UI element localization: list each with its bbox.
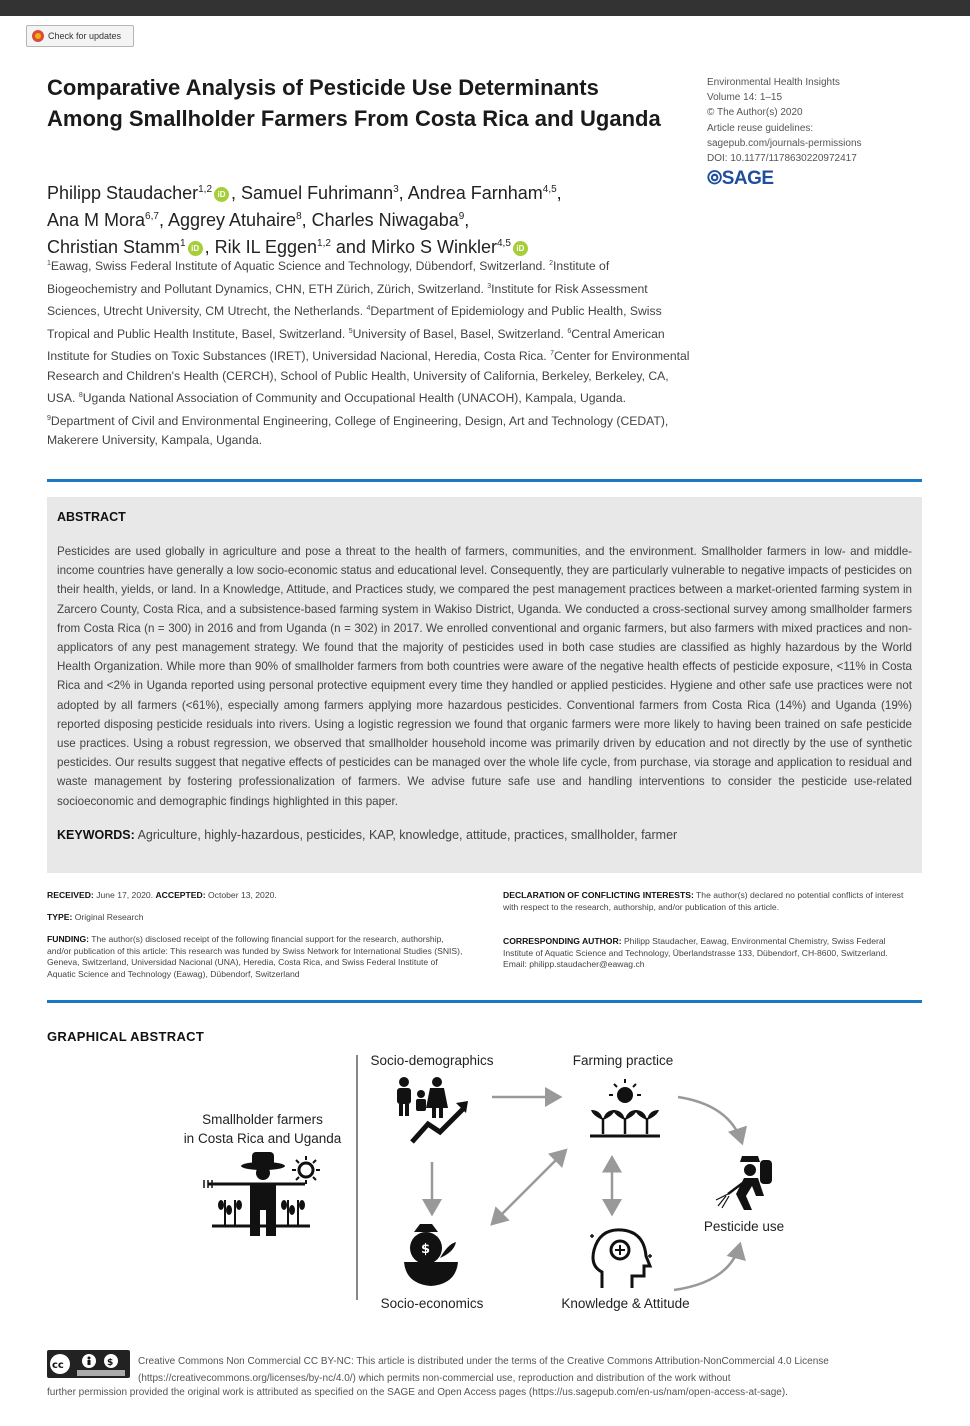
received-date: June 17, 2020. [96,890,154,900]
arrow-economics-practice [492,1152,564,1224]
farmers-label-line2: in Costa Rica and Uganda [183,1131,342,1146]
keywords-text: Agriculture, highly-hazardous, pesticides, KAP, knowledge, attitude, practices, smallholder, farmer [137,827,678,842]
svg-text:$: $ [107,1358,114,1368]
affiliation-marker: 1 [47,260,51,267]
author-affiliation-marker: 4,5 [496,238,511,249]
author-name[interactable]: Philipp Staudacher [47,183,199,203]
socio-economics-label: Socio-economics [380,1296,484,1311]
affiliation-text: Department of Civil and Environmental Engineering, College of Engineering, Design, Art and Technology (CEDAT), Makerere University, Kampala, Uganda. [47,413,669,448]
author-separator: , [464,210,470,230]
accepted-label: ACCEPTED: [155,890,206,900]
funding-label: FUNDING: [47,934,90,944]
author-affiliation-marker: 9 [458,211,465,222]
reuse-url-link[interactable]: sagepub.com/journals-permissions [707,137,862,149]
orcid-icon[interactable]: iD [214,187,229,202]
corresponding-text: Philipp Staudacher, Eawag, Environmental Chemistry, Swiss Federal Institute of Aquatic Science and Technology, Überlandstrasse 133, Dübendorf, CH-8600, Switzerland. Email: philipp.staudacher@eawag.ch [503,936,888,969]
pesticide-use-label: Pesticide use [703,1219,785,1234]
affiliation-text: Central American Institute for Studies on Toxic Substances (IRET), Universidad Nacional, Heredia, Costa Rica. [47,326,665,364]
abstract-heading: ABSTRACT [57,510,126,524]
reuse-guidelines: Article reuse guidelines: [707,122,814,134]
affiliation-marker: 2 [549,260,553,267]
author-name[interactable]: Aggrey Atuhaire [167,210,297,230]
author-separator: , [204,237,215,257]
corresponding-label: CORRESPONDING AUTHOR: [503,936,622,946]
author-affiliation-marker: 6,7 [145,211,159,222]
sage-logo-text: SAGE [721,168,774,189]
arrow-practice-to-pesticide [678,1097,742,1143]
money-bowl-icon [404,1224,458,1286]
graphical-abstract-heading: GRAPHICAL ABSTRACT [47,1029,205,1044]
author-separator: , [556,183,562,203]
arrow-knowledge-to-pesticide [674,1244,740,1290]
affiliation-text: Eawag, Swiss Federal Institute of Aquatic Science and Technology, Dübendorf, Switzerland. [50,259,550,274]
author-affiliation-marker: 1 [180,238,186,249]
family-growth-icon [397,1077,468,1142]
type-label: TYPE: [47,912,73,922]
orcid-icon[interactable]: iD [513,241,528,256]
author-affiliation-marker: 1,2 [317,238,331,249]
affiliation-text: Department of Epidemiology and Public Health, Swiss Tropical and Public Health Institute, Basel, Switzerland. [47,304,662,341]
author-affiliation-marker: 3 [393,184,399,195]
knowledge-attitude-label: Knowledge & Attitude [561,1296,690,1311]
author-name[interactable]: Andrea Farnham [407,183,543,203]
author-separator: , [398,183,408,203]
cc-license-icon [47,1350,130,1378]
affiliation-marker: 4 [366,305,371,313]
author-name[interactable]: Samuel Fuhrimann [241,183,394,203]
affiliation-text: Institute for Risk Assessment Sciences, Utrecht University, CM Utrecht, the Netherlands. [47,281,648,319]
received-label: RECEIVED: [47,890,94,900]
author-separator: , [158,210,168,230]
socio-demographics-label: Socio-demographics [370,1053,494,1068]
svg-text:$: $ [421,1242,431,1257]
affiliation-text: University of Basel, Basel, Switzerland. [352,326,568,341]
keywords-label: KEYWORDS: [57,827,135,842]
abstract-text: Pesticides are used globally in agriculture and pose a threat to the health of farmers, communities, and the environment. Smallholder farmers in low- and middle-income countries have generally a low socio-economic status and educational level. Consequently, they are particularly vulnerable to negative impacts of pesticides on their health, yields, or land. In a Knowledge, Attitude, and Practices study, we compared the pest management practices between a market-oriented farming system in Zarcero County, Costa Rica, and a subsistence-based farming system in Wakiso District, Uganda. We conducted a cross-sectional survey among smallholder farmers from Costa Rica (n = 300) in 2016 and from Uganda (n = 302) in 2017. We enrolled conventional and organic farmers, but also farmers with mixed practices and non-applicators of any pest management strategy. We found that the majority of pesticides used in both case studies are classified as highly hazardous by the World Health Organization. While more than 90% of smallholder farmers from both countries were aware of the negative health effects of pesticide exposure, <11% in Costa Rica and <2% in Uganda reported using personal protective equipment every time they handled or applied pesticides. Hygiene and other safe use practices were not adopted by all farmers (<61%), especially among farmers applying more hazardous pesticides. Conventional farmers from Costa Rica (14%) and Uganda (19%) reported disposing pesticide residuals into rivers. Using a logistic regression we found that organic farmers were more likely to having been trained on safe pesticide use practices. Using a robust regression, we observed that smallholder household income was primarily driven by education and not directly by the use of synthetic pesticides. Our results suggest that negative effects of pesticides can be managed over the whole life cycle, from purchase, via storage and application to residual and waste management by fostering professionalization of farmers. We advise future safe use and handling interventions to consider the pesticide use-related socioeconomic and demographic findings highlighted in this paper. [57,545,912,808]
author-separator: , [301,210,312,230]
author-name[interactable]: Ana M Mora [47,210,146,230]
author-name[interactable]: Mirko S Winkler [370,237,497,257]
author-affiliation-marker: 8 [296,211,302,222]
affiliation-text: Uganda National Association of Community and Occupational Health (UNACOH), Kampala, Uganda. [82,391,627,406]
author-separator: and [330,237,371,257]
affiliation-marker: 7 [550,350,554,358]
farmer-icon [204,1152,320,1236]
cc-by-nc-badge[interactable] [47,1350,130,1378]
head-knowledge-icon [590,1230,652,1288]
author-affiliation-marker: 4,5 [542,184,557,195]
orcid-icon[interactable]: iD [188,241,203,256]
affiliation-marker: 8 [78,392,83,400]
affiliation-marker: 3 [487,282,492,290]
sprayer-person-icon [716,1156,772,1210]
journal-name: Environmental Health Insights [707,77,840,88]
doi-link[interactable]: DOI: 10.1177/1178630220972417 [707,153,857,165]
diagram-arrows [432,1097,742,1290]
author-name[interactable]: Charles Niwagaba [311,210,459,230]
affiliation-text: Center for Environmental Research and Children's Health (CERCH), School of Public Health, University of California, Berkeley, Berkeley, CA, USA. [47,349,690,406]
farmers-label-line1: Smallholder farmers [202,1112,323,1127]
svg-text:cc: cc [52,1360,64,1371]
funding-text: The author(s) disclosed receipt of the following financial support for the research, authorship, and/or publication of this article: This research was funded by Swiss Network for International Studies (SNIS), Geneva, Switzerland, Universidad Nacional (UNA), Heredia, Costa Rica, and Swiss Federal Institute of Aquatic Science and Technology (Eawag), Dübendorf, Switzerland [47,934,463,979]
check-for-updates-label: Check for updates [48,31,122,41]
article-title: Comparative Analysis of Pesticide Use Determinants Among Smallholder Farmers From Costa Rica and Uganda [47,75,661,131]
affiliation-text: Institute of Biogeochemistry and Pollutant Dynamics, CHN, ETH Zürich, Zürich, Switzerland. [47,259,610,296]
type-value: Original Research [74,912,144,922]
license-text-continued: further permission provided the original work is attributed as specified on the SAGE and Open Access pages (https://us.sagepub.com/en-us/nam/open-access-at-sage). [47,1387,788,1398]
affiliation-marker: 9 [47,414,51,422]
sage-swirl-icon: ⦾ [707,168,722,189]
author-name[interactable]: Christian Stamm [47,237,181,257]
affiliation-marker: 6 [567,327,572,335]
author-affiliation-marker: 1,2 [198,184,213,195]
author-separator: , [231,183,242,203]
conflict-label: DECLARATION OF CONFLICTING INTERESTS: [503,890,694,900]
affiliation-marker: 5 [348,327,353,335]
journal-volume: Volume 14: 1–15 [707,92,783,104]
accepted-date: October 13, 2020. [207,890,277,900]
license-text: Creative Commons Non Commercial CC BY-NC: This article is distributed under the terms of the Creative Commons Attribution-NonCommercial 4.0 License (https://creativecommons.org/licenses/by-nc/4.0/) which permits non-commercial use, reproduction and distribution of the work without [138,1356,829,1384]
farming-practice-label: Farming practice [572,1053,674,1068]
journal-copyright: © The Author(s) 2020 [707,107,803,119]
sun-plants-icon [590,1079,660,1136]
author-name[interactable]: Rik IL Eggen [214,237,318,257]
conflict-text: The author(s) declared no potential conflicts of interest with respect to the research, authorship, and/or publication of this article. [503,890,904,912]
